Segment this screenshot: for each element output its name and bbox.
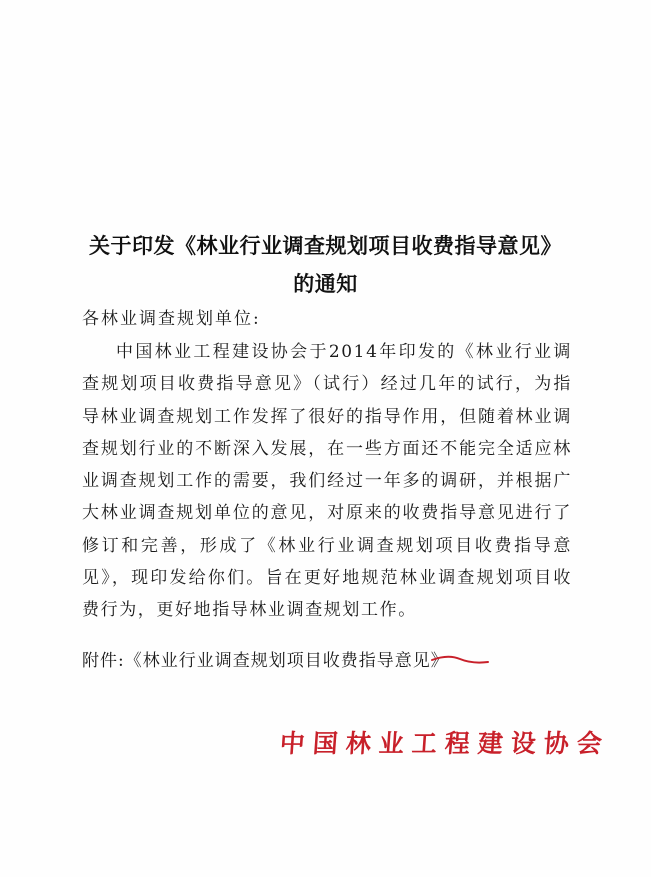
body-paragraph: 中国林业工程建设协会于2014年印发的《林业行业调查规划项目收费指导意见》（试行）经过几年的试行，为指导林业调查规划工作发挥了很好的指导作用，但随着林业调查规划行业的不断深入发展，在一些方面还不能完全适应林业调查规划工作的需要，我们经过一年多的调研，并根据广大林业调查规划单位的意见，对原来的收费指导意见进行了修订和完善，形成了《林业行业调查规划项目收费指导意见》，现印发给你们。旨在更好地规范林业调查规划项目收费行为，更好地指导林业调查规划工作。: [82, 342, 572, 621]
attachment-line: 附件:《林业行业调查规划项目收费指导意见》: [82, 651, 449, 671]
document-title-line1: 关于印发《林业行业调查规划项目收费指导意见》: [89, 234, 562, 258]
salutation: 各林业调查规划单位:: [82, 309, 261, 329]
red-stroke-mark: [430, 650, 490, 670]
document-title-line2: 的通知: [293, 272, 358, 296]
organization-seal-text: 中国林业工程建设协会: [278, 729, 611, 758]
